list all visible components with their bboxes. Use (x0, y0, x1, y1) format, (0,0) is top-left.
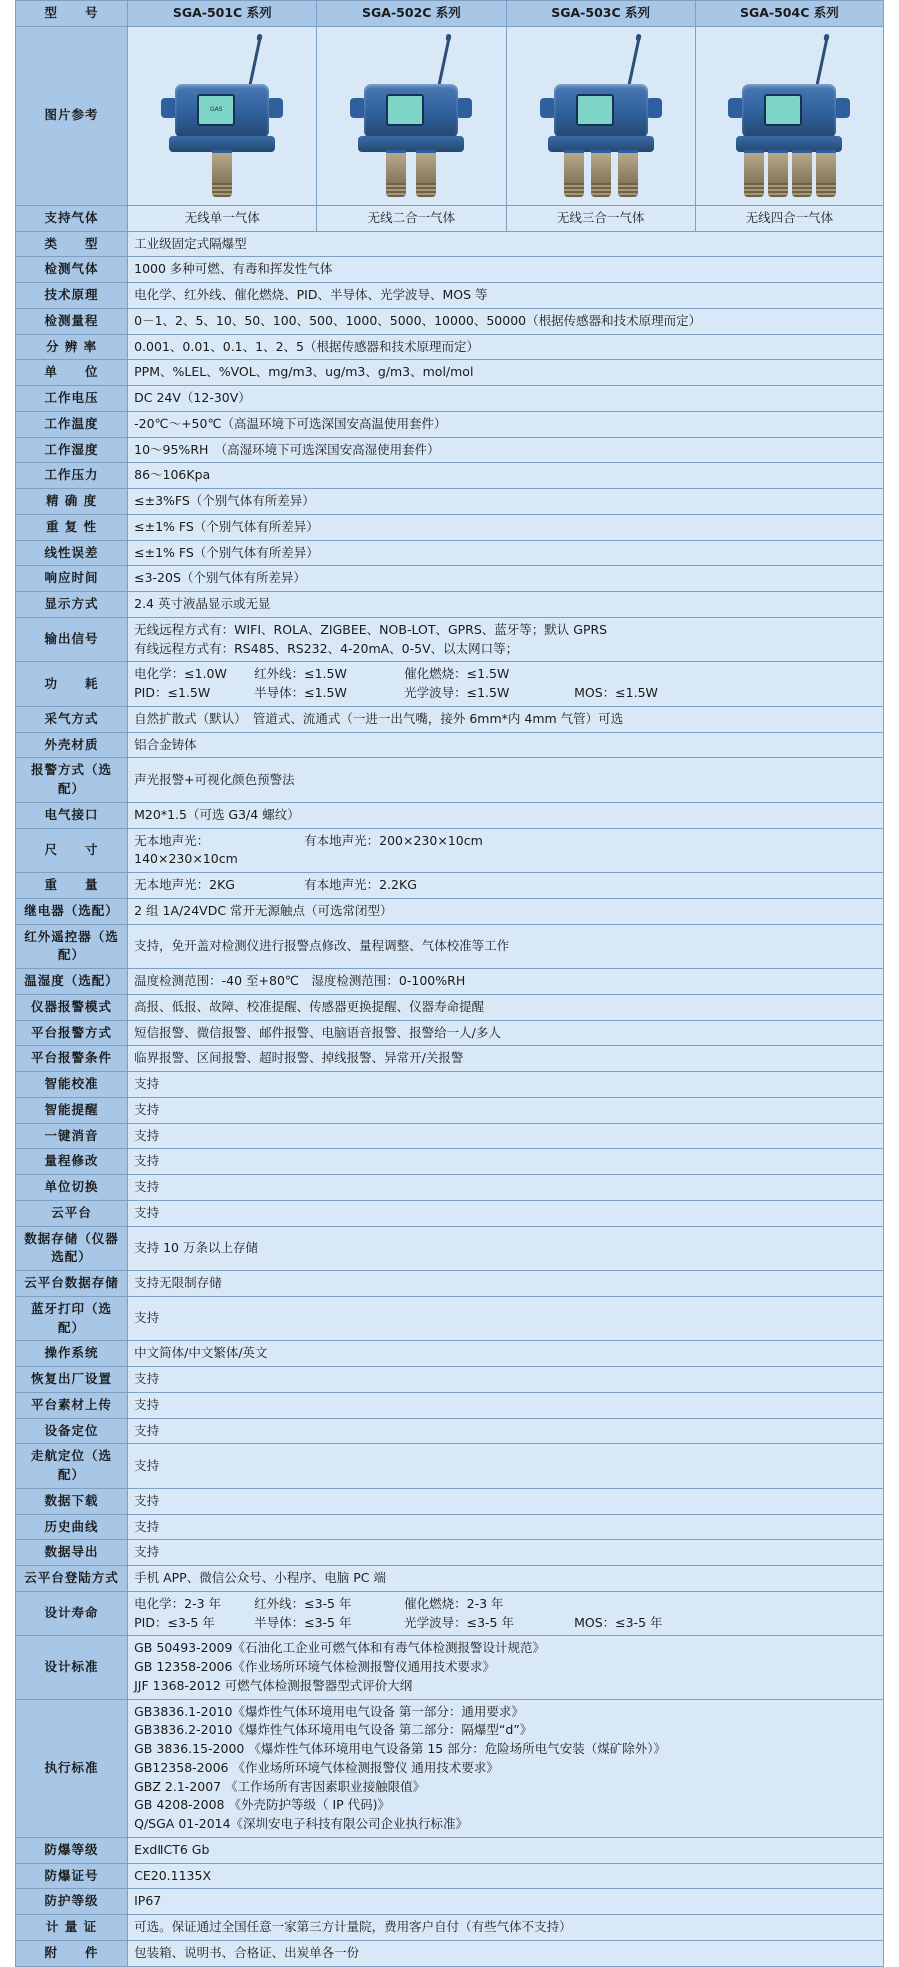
exec-standard-line: GB3836.1-2010《爆炸性气体环境用电气设备 第一部分：通用要求》 (134, 1703, 524, 1719)
row-label: 温湿度（选配） (16, 969, 128, 995)
life-optical: 光学波导：≤3-5 年 (404, 1614, 514, 1630)
design-standard-line: GB 50493-2009《石油化工企业可燃气体和有毒气体检测报警设计规范》 (134, 1640, 545, 1656)
row-value: 支持 (128, 1097, 884, 1123)
table-row (16, 924, 884, 969)
row-value: 临界报警、区间报警、超时报警、掉线报警、异常开/关报警 (128, 1046, 884, 1072)
row-value: 支持 (128, 1123, 884, 1149)
table-row (16, 1444, 884, 1489)
row-label: 平台报警方式 (16, 1020, 128, 1046)
row-value: ≤±1% FS（个别气体有所差异） (128, 514, 884, 540)
table-row (16, 334, 884, 360)
row-value: 温度检测范围：-40 至+80℃ 湿度检测范围：0-100%RH (128, 969, 884, 995)
row-label: 防护等级 (16, 1889, 128, 1915)
table-row (16, 1392, 884, 1418)
row-label: 计 量 证 (16, 1915, 128, 1941)
gas-detector-icon (157, 32, 287, 200)
row-value: 支持 (128, 1175, 884, 1201)
table-row (16, 1175, 884, 1201)
power-optical: 光学波导：≤1.5W (404, 685, 510, 700)
power-catalytic: 催化燃烧：≤1.5W (404, 666, 510, 682)
row-label: 红外遥控器（选配） (16, 924, 128, 969)
row-label: 云平台登陆方式 (16, 1566, 128, 1592)
device-image-502c (317, 26, 506, 205)
design-standard-line: GB 12358-2006《作业场所环境气体检测报警仪通用技术要求》 (134, 1659, 495, 1674)
table-row (16, 969, 884, 995)
model-501c: SGA-501C 系列 (128, 1, 317, 27)
exec-standard-line: GB3836.2-2010《爆炸性气体环境用电气设备 第二部分：隔爆型“d”》 (134, 1722, 533, 1738)
table-row (16, 257, 884, 283)
table-row (16, 1271, 884, 1297)
row-value: ≤3-20S（个别气体有所差异） (128, 566, 884, 592)
design-standard-line: JJF 1368-2012 可燃气体检测报警器型式评价大纲 (134, 1677, 413, 1693)
weight-with-alarm: 有本地声光：2.2KG (304, 877, 417, 892)
row-value: 支持 (128, 1392, 884, 1418)
output-wireless: 无线远程方式有：WIFI、ROLA、ZIGBEE、NOB-LOT、GPRS、蓝牙等；默认 GPRS (134, 621, 608, 637)
row-value: ≤±3%FS（个别气体有所差异） (128, 489, 884, 515)
row-value: 支持 (128, 1367, 884, 1393)
life-electrochemical: 电化学：2-3 年 (134, 1595, 222, 1611)
table-row (16, 360, 884, 386)
device-image-504c (695, 26, 883, 205)
row-value: 1000 多种可燃、有毒和挥发性气体 (128, 257, 884, 283)
table-row (16, 1367, 884, 1393)
gas-503c: 无线三合一气体 (506, 205, 695, 231)
row-label: 防爆证号 (16, 1863, 128, 1889)
row-label: 响应时间 (16, 566, 128, 592)
table-row (16, 386, 884, 412)
row-label-model: 型 号 (16, 1, 128, 27)
row-label: 工作温度 (16, 411, 128, 437)
row-label: 单位切换 (16, 1175, 128, 1201)
power-mos: MOS：≤1.5W (574, 685, 658, 700)
table-row (16, 231, 884, 257)
row-label: 检测量程 (16, 308, 128, 334)
table-row (16, 898, 884, 924)
table-row-design-life (16, 1591, 884, 1636)
row-value: 包装箱、说明书、合格证、出炭单各一份 (128, 1940, 884, 1966)
table-row (16, 489, 884, 515)
row-label: 数据存储（仪器选配） (16, 1226, 128, 1271)
row-value: DC 24V（12-30V） (128, 386, 884, 412)
row-label-design-standard: 设计标准 (16, 1636, 128, 1699)
row-label: 附 件 (16, 1940, 128, 1966)
table-row-design-standard (16, 1636, 884, 1699)
row-label-weight: 重 量 (16, 873, 128, 899)
table-row (16, 411, 884, 437)
gas-detector-icon (536, 32, 666, 200)
row-label: 智能提醒 (16, 1097, 128, 1123)
row-label-supported-gas: 支持气体 (16, 205, 128, 231)
row-value: 中文简体/中文繁体/英文 (128, 1341, 884, 1367)
row-label: 仪器报警模式 (16, 994, 128, 1020)
table-row (16, 1488, 884, 1514)
table-row (16, 1566, 884, 1592)
row-label: 设备定位 (16, 1418, 128, 1444)
row-value: 2.4 英寸液晶显示或无显 (128, 592, 884, 618)
table-row (16, 566, 884, 592)
table-row (16, 1226, 884, 1271)
gas-detector-icon (346, 32, 476, 200)
table-row (16, 758, 884, 803)
row-value: M20*1.5（可选 G3/4 螺纹） (128, 802, 884, 828)
device-image-503c (506, 26, 695, 205)
row-value: 支持 (128, 1514, 884, 1540)
row-value: 86～106Kpa (128, 463, 884, 489)
row-value: 支持 (128, 1296, 884, 1341)
row-value-design-life (128, 1591, 884, 1636)
table-row (16, 1863, 884, 1889)
table-row-image (16, 26, 884, 205)
table-row-model-header (16, 1, 884, 27)
table-row (16, 1149, 884, 1175)
row-label: 单 位 (16, 360, 128, 386)
row-label: 工作电压 (16, 386, 128, 412)
table-row (16, 1072, 884, 1098)
device-image-501c (128, 26, 317, 205)
row-label-image: 图片参考 (16, 26, 128, 205)
row-value: IP67 (128, 1889, 884, 1915)
exec-standard-line: GB 3836.15-2000 《爆炸性气体环境用电气设备第 15 部分：危险场所电气安装（煤矿除外）》 (134, 1741, 666, 1756)
row-label: 外壳材质 (16, 732, 128, 758)
row-label-size: 尺 寸 (16, 828, 128, 873)
table-row-power (16, 662, 884, 707)
row-label: 工作压力 (16, 463, 128, 489)
row-value: 支持 (128, 1200, 884, 1226)
row-value: 支持无限制存储 (128, 1271, 884, 1297)
row-value: -20℃～+50℃（高温环境下可选深国安高温使用套件） (128, 411, 884, 437)
model-503c: SGA-503C 系列 (506, 1, 695, 27)
row-label: 检测气体 (16, 257, 128, 283)
power-pid: PID：≤1.5W (134, 685, 211, 700)
row-value: ≤±1% FS（个别气体有所差异） (128, 540, 884, 566)
table-row (16, 994, 884, 1020)
exec-standard-line: GB12358-2006 《作业场所环境气体检测报警仪 通用技术要求》 (134, 1759, 499, 1775)
life-catalytic: 催化燃烧：2-3 年 (404, 1595, 504, 1611)
row-label: 防爆等级 (16, 1837, 128, 1863)
row-label: 走航定位（选配） (16, 1444, 128, 1489)
table-row-supported-gas (16, 205, 884, 231)
row-label: 平台素材上传 (16, 1392, 128, 1418)
row-value: 短信报警、微信报警、邮件报警、电脑语音报警、报警给一人/多人 (128, 1020, 884, 1046)
row-label: 蓝牙打印（选配） (16, 1296, 128, 1341)
row-label: 云平台 (16, 1200, 128, 1226)
power-infrared: 红外线：≤1.5W (254, 666, 347, 682)
table-row (16, 1097, 884, 1123)
table-row (16, 514, 884, 540)
power-semiconductor: 半导体：≤1.5W (254, 685, 347, 700)
row-value: 电化学、红外线、催化燃烧、PID、半导体、光学波导、MOS 等 (128, 283, 884, 309)
row-label: 显示方式 (16, 592, 128, 618)
device-screen-text: GAS (209, 105, 223, 113)
gas-502c: 无线二合一气体 (317, 205, 506, 231)
table-row (16, 437, 884, 463)
table-row-output-signal (16, 617, 884, 662)
row-value-power (128, 662, 884, 707)
model-502c: SGA-502C 系列 (317, 1, 506, 27)
life-pid: PID：≤3-5 年 (134, 1614, 215, 1630)
table-row (16, 308, 884, 334)
table-row (16, 592, 884, 618)
row-value: 支持，免开盖对检测仪进行报警点修改、量程调整、气体校准等工作 (128, 924, 884, 969)
row-label: 一键消音 (16, 1123, 128, 1149)
table-row-size (16, 828, 884, 873)
gas-501c: 无线单一气体 (128, 205, 317, 231)
row-label: 数据导出 (16, 1540, 128, 1566)
table-row (16, 1046, 884, 1072)
table-row (16, 1540, 884, 1566)
row-value: 声光报警+可视化颜色预警法 (128, 758, 884, 803)
table-row-exec-standard (16, 1699, 884, 1837)
row-value-exec-standard (128, 1699, 884, 1837)
output-wired: 有线远程方式有：RS485、RS232、4-20mA、0-5V、以太网口等； (134, 640, 519, 656)
row-label: 线性误差 (16, 540, 128, 566)
row-label: 数据下载 (16, 1488, 128, 1514)
table-row (16, 463, 884, 489)
row-label-design-life: 设计寿命 (16, 1591, 128, 1636)
row-label: 类 型 (16, 231, 128, 257)
row-value: 支持 (128, 1149, 884, 1175)
row-value-weight (128, 873, 884, 899)
row-value: 支持 10 万条以上存储 (128, 1226, 884, 1271)
exec-standard-line: GBZ 2.1-2007 《工作场所有害因素职业接触限值》 (134, 1778, 426, 1794)
row-label: 继电器（选配） (16, 898, 128, 924)
exec-standard-line: GB 4208-2008 《外壳防护等级（ IP 代码)》 (134, 1797, 391, 1813)
table-row (16, 1514, 884, 1540)
row-label: 分 辨 率 (16, 334, 128, 360)
table-row-weight (16, 873, 884, 899)
table-row (16, 1915, 884, 1941)
row-label: 重 复 性 (16, 514, 128, 540)
row-label: 工作湿度 (16, 437, 128, 463)
table-row (16, 1341, 884, 1367)
table-row (16, 540, 884, 566)
row-value: 高报、低报、故障、校准提醒、传感器更换提醒、仪器寿命提醒 (128, 994, 884, 1020)
row-value: 手机 APP、微信公众号、小程序、电脑 PC 端 (128, 1566, 884, 1592)
row-label: 操作系统 (16, 1341, 128, 1367)
row-label: 精 确 度 (16, 489, 128, 515)
row-value: ExdⅡCT6 Gb (128, 1837, 884, 1863)
life-semiconductor: 半导体：≤3-5 年 (254, 1614, 352, 1630)
row-value-output-signal (128, 617, 884, 662)
life-mos: MOS：≤3-5 年 (574, 1614, 663, 1630)
row-label: 报警方式（选配） (16, 758, 128, 803)
row-value: PPM、%LEL、%VOL、mg/m3、ug/m3、g/m3、mol/mol (128, 360, 884, 386)
row-label: 历史曲线 (16, 1514, 128, 1540)
spec-table (15, 0, 884, 1967)
table-row (16, 706, 884, 732)
row-value: 支持 (128, 1444, 884, 1489)
row-value: 0.001、0.01、0.1、1、2、5（根据传感器和技术原理而定） (128, 334, 884, 360)
table-row (16, 1020, 884, 1046)
model-504c: SGA-504C 系列 (695, 1, 883, 27)
row-label-power: 功 耗 (16, 662, 128, 707)
table-row (16, 283, 884, 309)
row-value: 可选。保证通过全国任意一家第三方计量院，费用客户自付（有些气体不支持） (128, 1915, 884, 1941)
row-value: 支持 (128, 1418, 884, 1444)
life-infrared: 红外线：≤3-5 年 (254, 1595, 352, 1611)
row-label: 采气方式 (16, 706, 128, 732)
gas-detector-icon (724, 32, 854, 200)
row-label: 平台报警条件 (16, 1046, 128, 1072)
gas-504c: 无线四合一气体 (695, 205, 883, 231)
table-row (16, 732, 884, 758)
table-row (16, 1940, 884, 1966)
table-row (16, 1418, 884, 1444)
weight-without-alarm: 无本地声光：2KG (134, 877, 235, 892)
row-value: 10～95%RH （高湿环境下可选深国安高湿使用套件） (128, 437, 884, 463)
row-value: 0－1、2、5、10、50、100、500、1000、5000、10000、50000（根据传感器和技术原理而定） (128, 308, 884, 334)
row-value-size (128, 828, 884, 873)
table-row (16, 1837, 884, 1863)
size-with-alarm: 有本地声光：200×230×10cm (304, 832, 483, 848)
row-value: 铝合金铸体 (128, 732, 884, 758)
table-row (16, 1296, 884, 1341)
row-label: 云平台数据存储 (16, 1271, 128, 1297)
table-row (16, 802, 884, 828)
row-value: 支持 (128, 1540, 884, 1566)
size-without-alarm: 无本地声光：140×230×10cm (134, 832, 238, 867)
row-label: 恢复出厂设置 (16, 1367, 128, 1393)
row-value-design-standard (128, 1636, 884, 1699)
exec-standard-line: Q/SGA 01-2014《深圳安电子科技有限公司企业执行标准》 (134, 1816, 469, 1831)
row-value: 支持 (128, 1072, 884, 1098)
power-electrochemical: 电化学：≤1.0W (134, 666, 227, 682)
table-row (16, 1123, 884, 1149)
row-value: CE20.1135X (128, 1863, 884, 1889)
row-label: 电气接口 (16, 802, 128, 828)
row-label: 技术原理 (16, 283, 128, 309)
row-label: 量程修改 (16, 1149, 128, 1175)
row-value: 2 组 1A/24VDC 常开无源触点（可选常闭型） (128, 898, 884, 924)
row-label: 智能校准 (16, 1072, 128, 1098)
table-row (16, 1200, 884, 1226)
table-row (16, 1889, 884, 1915)
row-value: 自然扩散式（默认） 管道式、流通式（一进一出气嘴，接外 6mm*内 4mm 气管）可选 (128, 706, 884, 732)
row-label-exec-standard: 执行标准 (16, 1699, 128, 1837)
row-value: 支持 (128, 1488, 884, 1514)
row-value: 工业级固定式隔爆型 (128, 231, 884, 257)
row-label-output-signal: 输出信号 (16, 617, 128, 662)
